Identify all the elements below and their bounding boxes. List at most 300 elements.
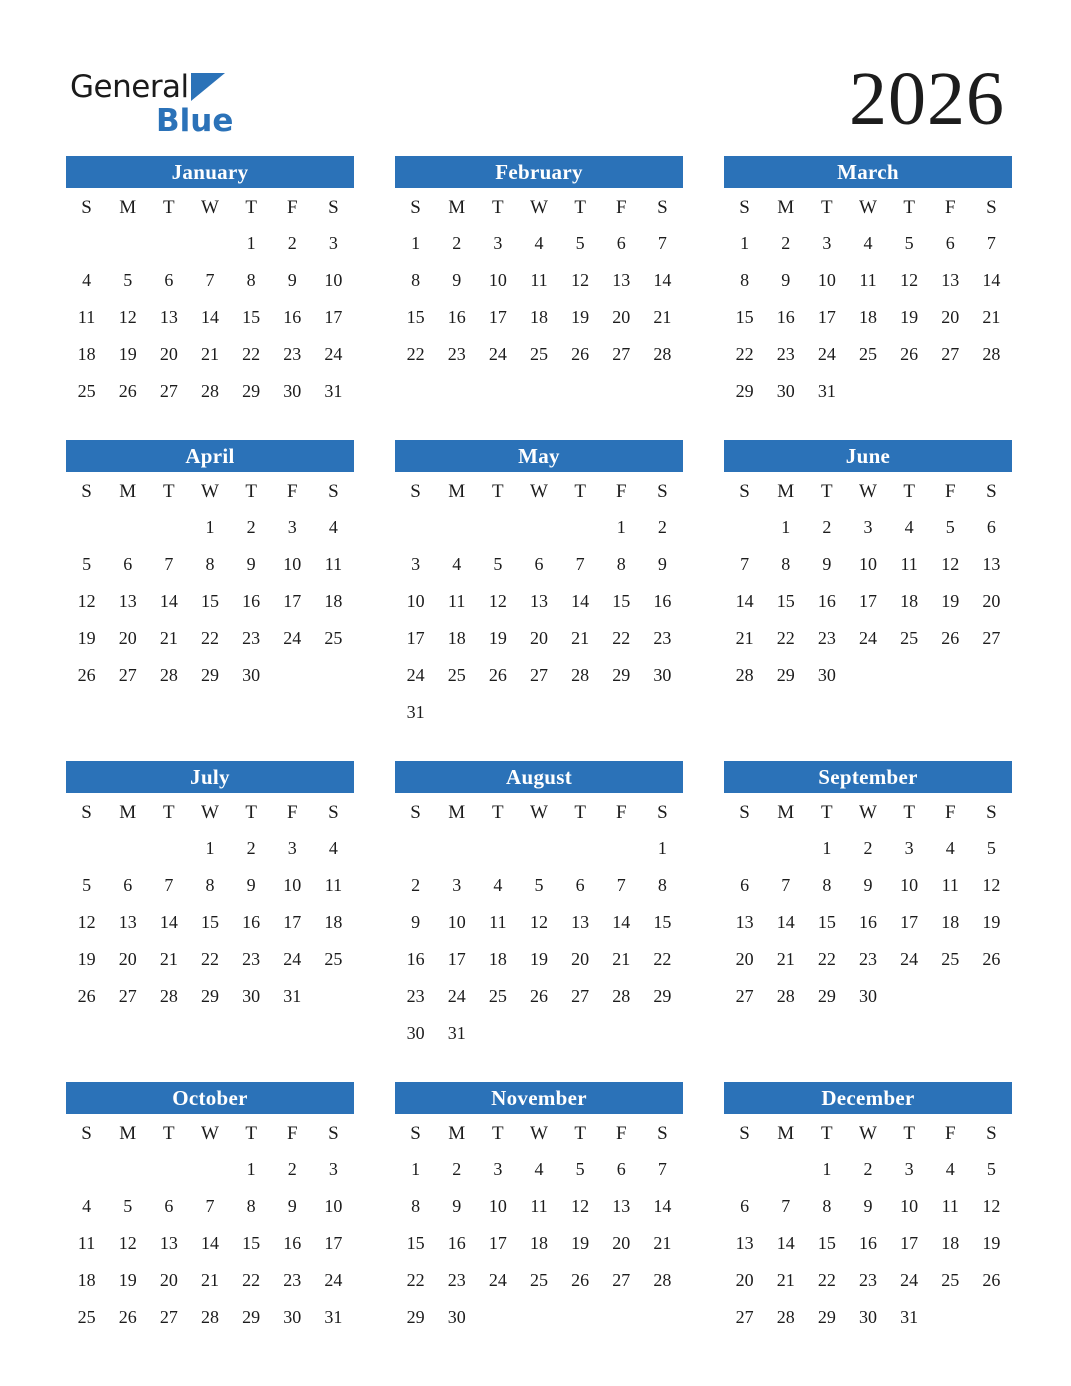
day-cell[interactable]: 3 [452, 875, 462, 895]
day-cell[interactable]: 19 [900, 307, 919, 327]
day-cell[interactable]: 23 [242, 949, 261, 969]
day-cell[interactable]: 15 [200, 591, 219, 611]
day-cell[interactable]: 5 [575, 233, 585, 253]
day-cell[interactable]: 18 [324, 912, 343, 932]
day-cell[interactable]: 28 [982, 344, 1001, 364]
day-cell[interactable]: 20 [612, 307, 631, 327]
day-cell[interactable]: 4 [945, 1159, 955, 1179]
day-cell[interactable]: 8 [822, 875, 832, 895]
day-cell[interactable]: 23 [817, 628, 836, 648]
day-cell[interactable]: 14 [200, 307, 219, 327]
day-cell[interactable]: 20 [571, 949, 590, 969]
day-cell[interactable]: 7 [740, 554, 750, 574]
day-cell[interactable]: 23 [776, 344, 795, 364]
day-cell[interactable]: 25 [941, 1270, 960, 1290]
day-cell[interactable]: 13 [982, 554, 1001, 574]
day-cell[interactable]: 13 [612, 1196, 631, 1216]
day-cell[interactable]: 12 [118, 307, 137, 327]
day-cell[interactable]: 15 [612, 591, 631, 611]
day-cell[interactable]: 18 [529, 1233, 548, 1253]
day-cell[interactable]: 16 [242, 912, 261, 932]
day-cell[interactable]: 22 [242, 344, 261, 364]
day-cell[interactable]: 2 [863, 1159, 873, 1179]
day-cell[interactable]: 3 [863, 517, 873, 537]
day-cell[interactable]: 31 [324, 381, 343, 401]
day-cell[interactable]: 19 [488, 628, 507, 648]
day-cell[interactable]: 22 [200, 628, 219, 648]
day-cell[interactable]: 27 [529, 665, 548, 685]
day-cell[interactable]: 7 [616, 875, 626, 895]
day-cell[interactable]: 15 [406, 1233, 425, 1253]
day-cell[interactable]: 24 [900, 949, 919, 969]
day-cell[interactable]: 22 [612, 628, 631, 648]
day-cell[interactable]: 25 [77, 381, 96, 401]
day-cell[interactable]: 8 [740, 270, 750, 290]
day-cell[interactable]: 17 [900, 912, 919, 932]
day-cell[interactable]: 17 [283, 591, 302, 611]
day-cell[interactable]: 2 [781, 233, 791, 253]
day-cell[interactable]: 4 [493, 875, 503, 895]
day-cell[interactable]: 24 [406, 665, 425, 685]
day-cell[interactable]: 2 [863, 838, 873, 858]
day-cell[interactable]: 27 [118, 986, 137, 1006]
day-cell[interactable]: 10 [283, 554, 302, 574]
day-cell[interactable]: 29 [242, 1307, 261, 1327]
day-cell[interactable]: 3 [904, 838, 914, 858]
day-cell[interactable]: 16 [447, 307, 466, 327]
day-cell[interactable]: 8 [246, 270, 256, 290]
day-cell[interactable]: 27 [571, 986, 590, 1006]
day-cell[interactable]: 9 [657, 554, 667, 574]
day-cell[interactable]: 11 [324, 875, 343, 895]
day-cell[interactable]: 21 [776, 1270, 795, 1290]
day-cell[interactable]: 7 [657, 233, 667, 253]
day-cell[interactable]: 22 [200, 949, 219, 969]
day-cell[interactable]: 14 [159, 912, 178, 932]
day-cell[interactable]: 29 [817, 986, 836, 1006]
day-cell[interactable]: 27 [159, 381, 178, 401]
day-cell[interactable]: 26 [77, 665, 96, 685]
day-cell[interactable]: 16 [653, 591, 672, 611]
day-cell[interactable]: 6 [123, 875, 133, 895]
day-cell[interactable]: 15 [817, 912, 836, 932]
day-cell[interactable]: 23 [283, 1270, 302, 1290]
day-cell[interactable]: 9 [452, 1196, 462, 1216]
day-cell[interactable]: 29 [612, 665, 631, 685]
day-cell[interactable]: 1 [205, 838, 215, 858]
day-cell[interactable]: 26 [571, 344, 590, 364]
day-cell[interactable]: 14 [735, 591, 754, 611]
day-cell[interactable]: 24 [488, 344, 507, 364]
day-cell[interactable]: 2 [411, 875, 421, 895]
day-cell[interactable]: 31 [900, 1307, 919, 1327]
day-cell[interactable]: 18 [858, 307, 877, 327]
day-cell[interactable]: 1 [246, 1159, 256, 1179]
day-cell[interactable]: 29 [776, 665, 795, 685]
day-cell[interactable]: 15 [200, 912, 219, 932]
day-cell[interactable]: 9 [781, 270, 791, 290]
day-cell[interactable]: 4 [328, 517, 338, 537]
day-cell[interactable]: 9 [452, 270, 462, 290]
day-cell[interactable]: 19 [118, 1270, 137, 1290]
day-cell[interactable]: 18 [447, 628, 466, 648]
day-cell[interactable]: 26 [982, 1270, 1001, 1290]
day-cell[interactable]: 17 [406, 628, 425, 648]
day-cell[interactable]: 26 [571, 1270, 590, 1290]
day-cell[interactable]: 15 [776, 591, 795, 611]
day-cell[interactable]: 4 [534, 233, 544, 253]
day-cell[interactable]: 3 [493, 1159, 503, 1179]
day-cell[interactable]: 2 [287, 1159, 297, 1179]
day-cell[interactable]: 28 [653, 1270, 672, 1290]
day-cell[interactable]: 1 [205, 517, 215, 537]
day-cell[interactable]: 10 [283, 875, 302, 895]
day-cell[interactable]: 7 [781, 1196, 791, 1216]
day-cell[interactable]: 6 [123, 554, 133, 574]
day-cell[interactable]: 9 [822, 554, 832, 574]
day-cell[interactable]: 16 [447, 1233, 466, 1253]
day-cell[interactable]: 13 [118, 912, 137, 932]
day-cell[interactable]: 12 [77, 912, 96, 932]
day-cell[interactable]: 4 [863, 233, 873, 253]
day-cell[interactable]: 28 [653, 344, 672, 364]
day-cell[interactable]: 23 [858, 1270, 877, 1290]
day-cell[interactable]: 24 [283, 628, 302, 648]
day-cell[interactable]: 8 [616, 554, 626, 574]
day-cell[interactable]: 3 [328, 1159, 338, 1179]
day-cell[interactable]: 10 [858, 554, 877, 574]
day-cell[interactable]: 3 [411, 554, 421, 574]
day-cell[interactable]: 28 [735, 665, 754, 685]
day-cell[interactable]: 10 [406, 591, 425, 611]
day-cell[interactable]: 20 [159, 1270, 178, 1290]
day-cell[interactable]: 25 [324, 628, 343, 648]
day-cell[interactable]: 4 [82, 270, 92, 290]
day-cell[interactable]: 26 [982, 949, 1001, 969]
day-cell[interactable]: 12 [118, 1233, 137, 1253]
day-cell[interactable]: 16 [406, 949, 425, 969]
day-cell[interactable]: 23 [283, 344, 302, 364]
day-cell[interactable]: 30 [817, 665, 836, 685]
day-cell[interactable]: 11 [941, 875, 959, 895]
day-cell[interactable]: 10 [324, 270, 343, 290]
day-cell[interactable]: 17 [324, 1233, 343, 1253]
day-cell[interactable]: 5 [534, 875, 544, 895]
day-cell[interactable]: 30 [653, 665, 672, 685]
day-cell[interactable]: 24 [488, 1270, 507, 1290]
day-cell[interactable]: 30 [776, 381, 795, 401]
day-cell[interactable]: 20 [118, 628, 137, 648]
day-cell[interactable]: 26 [900, 344, 919, 364]
day-cell[interactable]: 20 [159, 344, 178, 364]
day-cell[interactable]: 8 [246, 1196, 256, 1216]
day-cell[interactable]: 21 [159, 949, 178, 969]
day-cell[interactable]: 24 [447, 986, 466, 1006]
day-cell[interactable]: 8 [657, 875, 667, 895]
day-cell[interactable]: 19 [118, 344, 137, 364]
day-cell[interactable]: 4 [328, 838, 338, 858]
day-cell[interactable]: 11 [77, 307, 96, 327]
day-cell[interactable]: 14 [776, 1233, 795, 1253]
day-cell[interactable]: 3 [493, 233, 503, 253]
day-cell[interactable]: 26 [529, 986, 548, 1006]
day-cell[interactable]: 3 [904, 1159, 914, 1179]
day-cell[interactable]: 13 [159, 307, 178, 327]
day-cell[interactable]: 1 [822, 838, 832, 858]
day-cell[interactable]: 17 [858, 591, 877, 611]
day-cell[interactable]: 5 [82, 554, 92, 574]
day-cell[interactable]: 11 [900, 554, 918, 574]
day-cell[interactable]: 20 [118, 949, 137, 969]
day-cell[interactable]: 9 [411, 912, 421, 932]
day-cell[interactable]: 6 [945, 233, 955, 253]
day-cell[interactable]: 16 [283, 1233, 302, 1253]
day-cell[interactable]: 31 [817, 381, 836, 401]
day-cell[interactable]: 27 [612, 1270, 631, 1290]
day-cell[interactable]: 28 [200, 381, 219, 401]
day-cell[interactable]: 5 [82, 875, 92, 895]
day-cell[interactable]: 10 [488, 270, 507, 290]
day-cell[interactable]: 27 [118, 665, 137, 685]
day-cell[interactable]: 10 [324, 1196, 343, 1216]
day-cell[interactable]: 3 [287, 838, 297, 858]
day-cell[interactable]: 29 [735, 381, 754, 401]
day-cell[interactable]: 5 [575, 1159, 585, 1179]
day-cell[interactable]: 17 [324, 307, 343, 327]
day-cell[interactable]: 19 [982, 1233, 1001, 1253]
day-cell[interactable]: 15 [653, 912, 672, 932]
day-cell[interactable]: 13 [118, 591, 137, 611]
day-cell[interactable]: 13 [612, 270, 631, 290]
day-cell[interactable]: 15 [735, 307, 754, 327]
day-cell[interactable]: 24 [900, 1270, 919, 1290]
day-cell[interactable]: 3 [287, 517, 297, 537]
day-cell[interactable]: 2 [246, 517, 256, 537]
day-cell[interactable]: 19 [941, 591, 960, 611]
day-cell[interactable]: 21 [776, 949, 795, 969]
day-cell[interactable]: 25 [900, 628, 919, 648]
day-cell[interactable]: 1 [246, 233, 256, 253]
day-cell[interactable]: 10 [817, 270, 836, 290]
day-cell[interactable]: 20 [612, 1233, 631, 1253]
day-cell[interactable]: 17 [817, 307, 836, 327]
day-cell[interactable]: 14 [982, 270, 1001, 290]
day-cell[interactable]: 28 [159, 986, 178, 1006]
day-cell[interactable]: 30 [858, 986, 877, 1006]
day-cell[interactable]: 6 [164, 1196, 174, 1216]
day-cell[interactable]: 19 [982, 912, 1001, 932]
day-cell[interactable]: 5 [945, 517, 955, 537]
day-cell[interactable]: 28 [776, 1307, 795, 1327]
day-cell[interactable]: 22 [653, 949, 672, 969]
day-cell[interactable]: 8 [781, 554, 791, 574]
day-cell[interactable]: 9 [246, 554, 256, 574]
day-cell[interactable]: 11 [530, 1196, 548, 1216]
day-cell[interactable]: 9 [863, 875, 873, 895]
day-cell[interactable]: 28 [159, 665, 178, 685]
day-cell[interactable]: 17 [488, 1233, 507, 1253]
day-cell[interactable]: 18 [529, 307, 548, 327]
day-cell[interactable]: 18 [488, 949, 507, 969]
day-cell[interactable]: 5 [493, 554, 503, 574]
day-cell[interactable]: 22 [776, 628, 795, 648]
day-cell[interactable]: 12 [941, 554, 960, 574]
day-cell[interactable]: 29 [406, 1307, 425, 1327]
day-cell[interactable]: 1 [657, 838, 667, 858]
day-cell[interactable]: 21 [200, 344, 219, 364]
day-cell[interactable]: 26 [118, 1307, 137, 1327]
day-cell[interactable]: 10 [488, 1196, 507, 1216]
day-cell[interactable]: 28 [571, 665, 590, 685]
day-cell[interactable]: 12 [488, 591, 507, 611]
day-cell[interactable]: 7 [164, 875, 174, 895]
day-cell[interactable]: 4 [534, 1159, 544, 1179]
day-cell[interactable]: 20 [941, 307, 960, 327]
day-cell[interactable]: 1 [616, 517, 626, 537]
day-cell[interactable]: 5 [986, 1159, 996, 1179]
day-cell[interactable]: 7 [164, 554, 174, 574]
day-cell[interactable]: 9 [287, 1196, 297, 1216]
day-cell[interactable]: 7 [575, 554, 585, 574]
day-cell[interactable]: 13 [529, 591, 548, 611]
day-cell[interactable]: 4 [904, 517, 914, 537]
day-cell[interactable]: 7 [986, 233, 996, 253]
day-cell[interactable]: 8 [822, 1196, 832, 1216]
day-cell[interactable]: 31 [406, 702, 425, 722]
day-cell[interactable]: 30 [242, 986, 261, 1006]
day-cell[interactable]: 22 [406, 1270, 425, 1290]
day-cell[interactable]: 23 [242, 628, 261, 648]
day-cell[interactable]: 5 [123, 270, 133, 290]
day-cell[interactable]: 27 [941, 344, 960, 364]
day-cell[interactable]: 25 [488, 986, 507, 1006]
day-cell[interactable]: 3 [328, 233, 338, 253]
day-cell[interactable]: 13 [159, 1233, 178, 1253]
day-cell[interactable]: 6 [740, 1196, 750, 1216]
day-cell[interactable]: 29 [200, 665, 219, 685]
day-cell[interactable]: 14 [653, 1196, 672, 1216]
day-cell[interactable]: 8 [205, 875, 215, 895]
day-cell[interactable]: 17 [283, 912, 302, 932]
day-cell[interactable]: 16 [817, 591, 836, 611]
day-cell[interactable]: 11 [77, 1233, 96, 1253]
day-cell[interactable]: 21 [159, 628, 178, 648]
day-cell[interactable]: 30 [858, 1307, 877, 1327]
day-cell[interactable]: 21 [571, 628, 590, 648]
day-cell[interactable]: 14 [653, 270, 672, 290]
day-cell[interactable]: 10 [900, 875, 919, 895]
day-cell[interactable]: 21 [653, 1233, 672, 1253]
day-cell[interactable]: 30 [447, 1307, 466, 1327]
day-cell[interactable]: 2 [452, 1159, 462, 1179]
day-cell[interactable]: 17 [447, 949, 466, 969]
day-cell[interactable]: 27 [982, 628, 1001, 648]
day-cell[interactable]: 1 [411, 1159, 421, 1179]
day-cell[interactable]: 1 [740, 233, 750, 253]
day-cell[interactable]: 18 [941, 912, 960, 932]
day-cell[interactable]: 16 [858, 1233, 877, 1253]
day-cell[interactable]: 10 [900, 1196, 919, 1216]
day-cell[interactable]: 11 [489, 912, 507, 932]
day-cell[interactable]: 6 [575, 875, 585, 895]
day-cell[interactable]: 13 [735, 1233, 754, 1253]
day-cell[interactable]: 22 [735, 344, 754, 364]
day-cell[interactable]: 30 [406, 1023, 425, 1043]
day-cell[interactable]: 23 [406, 986, 425, 1006]
day-cell[interactable]: 25 [447, 665, 466, 685]
day-cell[interactable]: 6 [740, 875, 750, 895]
day-cell[interactable]: 28 [200, 1307, 219, 1327]
day-cell[interactable]: 21 [735, 628, 754, 648]
day-cell[interactable]: 25 [941, 949, 960, 969]
day-cell[interactable]: 5 [986, 838, 996, 858]
day-cell[interactable]: 12 [900, 270, 919, 290]
day-cell[interactable]: 6 [534, 554, 544, 574]
day-cell[interactable]: 29 [817, 1307, 836, 1327]
day-cell[interactable]: 28 [776, 986, 795, 1006]
day-cell[interactable]: 11 [941, 1196, 959, 1216]
day-cell[interactable]: 31 [283, 986, 302, 1006]
day-cell[interactable]: 25 [858, 344, 877, 364]
day-cell[interactable]: 23 [858, 949, 877, 969]
day-cell[interactable]: 18 [324, 591, 343, 611]
day-cell[interactable]: 25 [77, 1307, 96, 1327]
day-cell[interactable]: 7 [657, 1159, 667, 1179]
day-cell[interactable]: 10 [447, 912, 466, 932]
day-cell[interactable]: 4 [452, 554, 462, 574]
day-cell[interactable]: 23 [447, 1270, 466, 1290]
day-cell[interactable]: 26 [77, 986, 96, 1006]
day-cell[interactable]: 25 [324, 949, 343, 969]
day-cell[interactable]: 12 [529, 912, 548, 932]
day-cell[interactable]: 30 [242, 665, 261, 685]
day-cell[interactable]: 12 [982, 1196, 1001, 1216]
day-cell[interactable]: 31 [447, 1023, 466, 1043]
day-cell[interactable]: 15 [817, 1233, 836, 1253]
day-cell[interactable]: 29 [200, 986, 219, 1006]
day-cell[interactable]: 19 [77, 949, 96, 969]
day-cell[interactable]: 16 [776, 307, 795, 327]
day-cell[interactable]: 6 [164, 270, 174, 290]
day-cell[interactable]: 28 [612, 986, 631, 1006]
day-cell[interactable]: 13 [941, 270, 960, 290]
day-cell[interactable]: 11 [530, 270, 548, 290]
day-cell[interactable]: 5 [123, 1196, 133, 1216]
day-cell[interactable]: 14 [159, 591, 178, 611]
day-cell[interactable]: 27 [159, 1307, 178, 1327]
day-cell[interactable]: 17 [488, 307, 507, 327]
day-cell[interactable]: 22 [406, 344, 425, 364]
day-cell[interactable]: 18 [77, 1270, 96, 1290]
day-cell[interactable]: 15 [242, 1233, 261, 1253]
day-cell[interactable]: 15 [406, 307, 425, 327]
day-cell[interactable]: 31 [324, 1307, 343, 1327]
day-cell[interactable]: 11 [448, 591, 466, 611]
day-cell[interactable]: 26 [488, 665, 507, 685]
day-cell[interactable]: 16 [242, 591, 261, 611]
day-cell[interactable]: 25 [529, 344, 548, 364]
day-cell[interactable]: 14 [571, 591, 590, 611]
day-cell[interactable]: 8 [205, 554, 215, 574]
day-cell[interactable]: 2 [657, 517, 667, 537]
day-cell[interactable]: 21 [612, 949, 631, 969]
day-cell[interactable]: 25 [529, 1270, 548, 1290]
day-cell[interactable]: 13 [735, 912, 754, 932]
day-cell[interactable]: 9 [863, 1196, 873, 1216]
day-cell[interactable]: 1 [411, 233, 421, 253]
day-cell[interactable]: 4 [82, 1196, 92, 1216]
day-cell[interactable]: 16 [283, 307, 302, 327]
